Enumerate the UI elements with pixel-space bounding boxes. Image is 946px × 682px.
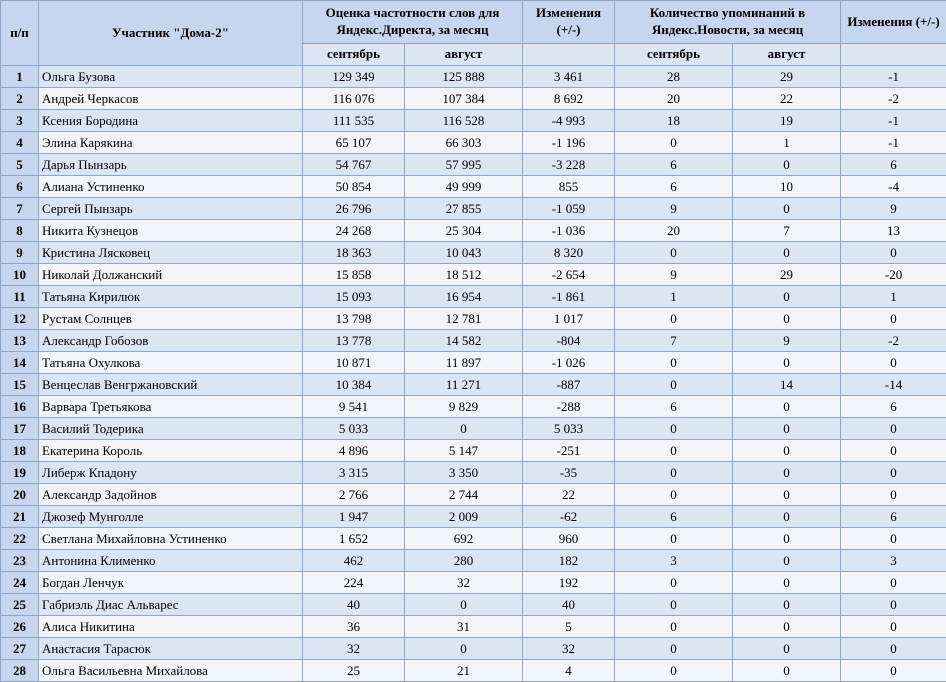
row-index: 22 bbox=[1, 528, 39, 550]
news-september: 3 bbox=[615, 550, 733, 572]
direct-august: 280 bbox=[405, 550, 523, 572]
row-index: 27 bbox=[1, 638, 39, 660]
header-idx: п/п bbox=[1, 1, 39, 66]
header-direct-freq: Оценка частотности слов для Яндекс.Директа, за месяц bbox=[303, 1, 523, 44]
participant-name: Татьяна Кирилюк bbox=[39, 286, 303, 308]
direct-change: 5 bbox=[523, 616, 615, 638]
direct-change: -1 059 bbox=[523, 198, 615, 220]
direct-september: 13 798 bbox=[303, 308, 405, 330]
table-row bbox=[1, 528, 946, 550]
news-september: 7 bbox=[615, 330, 733, 352]
direct-september: 40 bbox=[303, 594, 405, 616]
direct-august: 66 303 bbox=[405, 132, 523, 154]
direct-august: 32 bbox=[405, 572, 523, 594]
news-change: 0 bbox=[841, 616, 946, 638]
news-august: 0 bbox=[733, 352, 841, 374]
header-change-direct-blank bbox=[523, 44, 615, 66]
news-august: 0 bbox=[733, 550, 841, 572]
table-header bbox=[1, 1, 946, 66]
news-september: 20 bbox=[615, 88, 733, 110]
table-row bbox=[1, 462, 946, 484]
direct-change: -35 bbox=[523, 462, 615, 484]
table-row bbox=[1, 660, 946, 682]
table-row bbox=[1, 176, 946, 198]
news-august: 0 bbox=[733, 462, 841, 484]
row-index: 14 bbox=[1, 352, 39, 374]
news-september: 0 bbox=[615, 484, 733, 506]
row-index: 23 bbox=[1, 550, 39, 572]
direct-change: 5 033 bbox=[523, 418, 615, 440]
table-row bbox=[1, 638, 946, 660]
news-change: 0 bbox=[841, 418, 946, 440]
table-body bbox=[1, 66, 946, 682]
direct-september: 462 bbox=[303, 550, 405, 572]
table-row bbox=[1, 374, 946, 396]
participant-name: Александр Задойнов bbox=[39, 484, 303, 506]
direct-august: 14 582 bbox=[405, 330, 523, 352]
news-change: -4 bbox=[841, 176, 946, 198]
direct-september: 2 766 bbox=[303, 484, 405, 506]
header-direct-august: август bbox=[405, 44, 523, 66]
participant-name: Рустам Солнцев bbox=[39, 308, 303, 330]
news-september: 0 bbox=[615, 462, 733, 484]
news-change: 0 bbox=[841, 440, 946, 462]
direct-august: 692 bbox=[405, 528, 523, 550]
participant-name: Богдан Ленчук bbox=[39, 572, 303, 594]
table-row bbox=[1, 572, 946, 594]
news-august: 0 bbox=[733, 616, 841, 638]
direct-change: 32 bbox=[523, 638, 615, 660]
news-change: 0 bbox=[841, 572, 946, 594]
news-change: 9 bbox=[841, 198, 946, 220]
direct-august: 116 528 bbox=[405, 110, 523, 132]
direct-september: 10 384 bbox=[303, 374, 405, 396]
header-news-august: август bbox=[733, 44, 841, 66]
participant-name: Александр Гобозов bbox=[39, 330, 303, 352]
direct-change: -1 026 bbox=[523, 352, 615, 374]
row-index: 7 bbox=[1, 198, 39, 220]
direct-august: 16 954 bbox=[405, 286, 523, 308]
direct-september: 50 854 bbox=[303, 176, 405, 198]
news-change: 13 bbox=[841, 220, 946, 242]
header-change-news-blank bbox=[841, 44, 946, 66]
participant-name: Ольга Васильевна Михайлова bbox=[39, 660, 303, 682]
direct-change: 4 bbox=[523, 660, 615, 682]
participant-name: Василий Тодерика bbox=[39, 418, 303, 440]
news-august: 0 bbox=[733, 308, 841, 330]
table-row bbox=[1, 154, 946, 176]
direct-september: 111 535 bbox=[303, 110, 405, 132]
direct-change: 8 692 bbox=[523, 88, 615, 110]
news-change: 0 bbox=[841, 528, 946, 550]
direct-august: 31 bbox=[405, 616, 523, 638]
news-change: 0 bbox=[841, 660, 946, 682]
direct-september: 15 858 bbox=[303, 264, 405, 286]
news-september: 0 bbox=[615, 638, 733, 660]
participant-name: Анастасия Тарасюк bbox=[39, 638, 303, 660]
participant-name: Алиса Никитина bbox=[39, 616, 303, 638]
news-change: 0 bbox=[841, 462, 946, 484]
news-august: 0 bbox=[733, 154, 841, 176]
news-change: 1 bbox=[841, 286, 946, 308]
news-august: 14 bbox=[733, 374, 841, 396]
news-september: 20 bbox=[615, 220, 733, 242]
table-row bbox=[1, 110, 946, 132]
participant-name: Габриэль Диас Альварес bbox=[39, 594, 303, 616]
direct-september: 10 871 bbox=[303, 352, 405, 374]
table-row bbox=[1, 506, 946, 528]
participant-name: Джозеф Мунголле bbox=[39, 506, 303, 528]
news-change: -20 bbox=[841, 264, 946, 286]
participant-name: Светлана Михайловна Устиненко bbox=[39, 528, 303, 550]
table-row bbox=[1, 484, 946, 506]
participant-name: Антонина Клименко bbox=[39, 550, 303, 572]
direct-september: 3 315 bbox=[303, 462, 405, 484]
news-change: 0 bbox=[841, 594, 946, 616]
news-august: 0 bbox=[733, 396, 841, 418]
row-index: 15 bbox=[1, 374, 39, 396]
news-august: 29 bbox=[733, 66, 841, 88]
news-august: 0 bbox=[733, 286, 841, 308]
row-index: 19 bbox=[1, 462, 39, 484]
row-index: 26 bbox=[1, 616, 39, 638]
direct-august: 21 bbox=[405, 660, 523, 682]
row-index: 21 bbox=[1, 506, 39, 528]
news-september: 6 bbox=[615, 396, 733, 418]
direct-august: 125 888 bbox=[405, 66, 523, 88]
table-row bbox=[1, 242, 946, 264]
participant-name: Варвара Третьякова bbox=[39, 396, 303, 418]
direct-september: 36 bbox=[303, 616, 405, 638]
direct-change: 8 320 bbox=[523, 242, 615, 264]
news-change: -2 bbox=[841, 330, 946, 352]
row-index: 17 bbox=[1, 418, 39, 440]
news-september: 0 bbox=[615, 572, 733, 594]
participant-name: Алиана Устиненко bbox=[39, 176, 303, 198]
news-change: 3 bbox=[841, 550, 946, 572]
news-change: 6 bbox=[841, 154, 946, 176]
direct-change: -3 228 bbox=[523, 154, 615, 176]
direct-september: 224 bbox=[303, 572, 405, 594]
direct-august: 107 384 bbox=[405, 88, 523, 110]
table-row bbox=[1, 594, 946, 616]
row-index: 28 bbox=[1, 660, 39, 682]
row-index: 12 bbox=[1, 308, 39, 330]
news-change: 0 bbox=[841, 242, 946, 264]
table-row bbox=[1, 220, 946, 242]
table-row bbox=[1, 330, 946, 352]
news-september: 0 bbox=[615, 440, 733, 462]
direct-change: 192 bbox=[523, 572, 615, 594]
header-news-september: сентябрь bbox=[615, 44, 733, 66]
direct-august: 2 744 bbox=[405, 484, 523, 506]
participant-name: Сергей Пынзарь bbox=[39, 198, 303, 220]
table-row bbox=[1, 198, 946, 220]
news-september: 0 bbox=[615, 374, 733, 396]
news-august: 1 bbox=[733, 132, 841, 154]
news-august: 0 bbox=[733, 506, 841, 528]
news-august: 0 bbox=[733, 242, 841, 264]
news-august: 0 bbox=[733, 418, 841, 440]
news-change: 0 bbox=[841, 352, 946, 374]
news-august: 0 bbox=[733, 198, 841, 220]
news-august: 9 bbox=[733, 330, 841, 352]
news-september: 9 bbox=[615, 264, 733, 286]
direct-change: 40 bbox=[523, 594, 615, 616]
row-index: 20 bbox=[1, 484, 39, 506]
news-change: -1 bbox=[841, 132, 946, 154]
row-index: 24 bbox=[1, 572, 39, 594]
direct-change: 22 bbox=[523, 484, 615, 506]
news-august: 0 bbox=[733, 594, 841, 616]
news-change: -1 bbox=[841, 110, 946, 132]
news-august: 0 bbox=[733, 660, 841, 682]
table-row bbox=[1, 88, 946, 110]
header-change-direct: Изменения (+/-) bbox=[523, 1, 615, 44]
direct-august: 25 304 bbox=[405, 220, 523, 242]
direct-change: 855 bbox=[523, 176, 615, 198]
news-august: 10 bbox=[733, 176, 841, 198]
direct-september: 4 896 bbox=[303, 440, 405, 462]
news-change: 0 bbox=[841, 484, 946, 506]
row-index: 2 bbox=[1, 88, 39, 110]
news-september: 18 bbox=[615, 110, 733, 132]
direct-change: -288 bbox=[523, 396, 615, 418]
direct-august: 12 781 bbox=[405, 308, 523, 330]
news-september: 1 bbox=[615, 286, 733, 308]
direct-august: 11 897 bbox=[405, 352, 523, 374]
direct-august: 57 995 bbox=[405, 154, 523, 176]
participant-name: Андрей Черкасов bbox=[39, 88, 303, 110]
news-september: 6 bbox=[615, 506, 733, 528]
direct-change: 960 bbox=[523, 528, 615, 550]
news-august: 0 bbox=[733, 638, 841, 660]
table-row bbox=[1, 352, 946, 374]
row-index: 6 bbox=[1, 176, 39, 198]
table-row bbox=[1, 66, 946, 88]
participant-name: Никита Кузнецов bbox=[39, 220, 303, 242]
direct-august: 3 350 bbox=[405, 462, 523, 484]
news-september: 6 bbox=[615, 154, 733, 176]
row-index: 8 bbox=[1, 220, 39, 242]
direct-august: 11 271 bbox=[405, 374, 523, 396]
news-september: 0 bbox=[615, 352, 733, 374]
direct-change: -887 bbox=[523, 374, 615, 396]
direct-change: -1 861 bbox=[523, 286, 615, 308]
header-news-mentions: Количество упоминаний в Яндекс.Новости, за месяц bbox=[615, 1, 841, 44]
news-change: -14 bbox=[841, 374, 946, 396]
direct-change: -4 993 bbox=[523, 110, 615, 132]
direct-september: 15 093 bbox=[303, 286, 405, 308]
direct-august: 5 147 bbox=[405, 440, 523, 462]
direct-change: 3 461 bbox=[523, 66, 615, 88]
participant-name: Ольга Бузова bbox=[39, 66, 303, 88]
row-index: 18 bbox=[1, 440, 39, 462]
header-change-news: Изменения (+/-) bbox=[841, 1, 946, 44]
direct-change: 1 017 bbox=[523, 308, 615, 330]
direct-august: 2 009 bbox=[405, 506, 523, 528]
news-september: 0 bbox=[615, 660, 733, 682]
direct-september: 116 076 bbox=[303, 88, 405, 110]
direct-september: 129 349 bbox=[303, 66, 405, 88]
direct-september: 32 bbox=[303, 638, 405, 660]
news-change: -1 bbox=[841, 66, 946, 88]
participant-name: Дарья Пынзарь bbox=[39, 154, 303, 176]
direct-august: 0 bbox=[405, 418, 523, 440]
header-direct-september: сентябрь bbox=[303, 44, 405, 66]
direct-september: 26 796 bbox=[303, 198, 405, 220]
row-index: 25 bbox=[1, 594, 39, 616]
news-september: 0 bbox=[615, 308, 733, 330]
news-change: 0 bbox=[841, 308, 946, 330]
news-september: 6 bbox=[615, 176, 733, 198]
direct-change: -804 bbox=[523, 330, 615, 352]
table-row bbox=[1, 308, 946, 330]
direct-september: 24 268 bbox=[303, 220, 405, 242]
table-row bbox=[1, 396, 946, 418]
direct-change: -62 bbox=[523, 506, 615, 528]
direct-change: 182 bbox=[523, 550, 615, 572]
direct-september: 1 947 bbox=[303, 506, 405, 528]
direct-august: 0 bbox=[405, 594, 523, 616]
news-september: 0 bbox=[615, 616, 733, 638]
direct-september: 65 107 bbox=[303, 132, 405, 154]
news-change: -2 bbox=[841, 88, 946, 110]
direct-august: 18 512 bbox=[405, 264, 523, 286]
row-index: 9 bbox=[1, 242, 39, 264]
direct-august: 9 829 bbox=[405, 396, 523, 418]
row-index: 16 bbox=[1, 396, 39, 418]
news-august: 19 bbox=[733, 110, 841, 132]
direct-august: 27 855 bbox=[405, 198, 523, 220]
row-index: 3 bbox=[1, 110, 39, 132]
participant-name: Татьяна Охулкова bbox=[39, 352, 303, 374]
news-change: 6 bbox=[841, 396, 946, 418]
news-september: 0 bbox=[615, 418, 733, 440]
row-index: 13 bbox=[1, 330, 39, 352]
direct-august: 0 bbox=[405, 638, 523, 660]
news-change: 6 bbox=[841, 506, 946, 528]
news-september: 28 bbox=[615, 66, 733, 88]
direct-change: -1 196 bbox=[523, 132, 615, 154]
participant-name: Венцеслав Венгржановский bbox=[39, 374, 303, 396]
participant-name: Элина Карякина bbox=[39, 132, 303, 154]
news-september: 0 bbox=[615, 132, 733, 154]
table-row bbox=[1, 616, 946, 638]
direct-september: 25 bbox=[303, 660, 405, 682]
table-row bbox=[1, 286, 946, 308]
participant-name: Екатерина Король bbox=[39, 440, 303, 462]
row-index: 10 bbox=[1, 264, 39, 286]
direct-september: 9 541 bbox=[303, 396, 405, 418]
news-august: 0 bbox=[733, 484, 841, 506]
header-name: Участник "Дома-2" bbox=[39, 1, 303, 66]
news-august: 7 bbox=[733, 220, 841, 242]
participant-name: Либерж Кпадону bbox=[39, 462, 303, 484]
direct-change: -1 036 bbox=[523, 220, 615, 242]
direct-september: 18 363 bbox=[303, 242, 405, 264]
direct-september: 13 778 bbox=[303, 330, 405, 352]
news-august: 0 bbox=[733, 572, 841, 594]
table-row bbox=[1, 550, 946, 572]
direct-september: 54 767 bbox=[303, 154, 405, 176]
table-row bbox=[1, 132, 946, 154]
participant-name: Кристина Лясковец bbox=[39, 242, 303, 264]
row-index: 4 bbox=[1, 132, 39, 154]
news-september: 0 bbox=[615, 242, 733, 264]
participant-name: Ксения Бородина bbox=[39, 110, 303, 132]
news-august: 22 bbox=[733, 88, 841, 110]
table-row bbox=[1, 440, 946, 462]
row-index: 5 bbox=[1, 154, 39, 176]
direct-september: 1 652 bbox=[303, 528, 405, 550]
row-index: 11 bbox=[1, 286, 39, 308]
table-row bbox=[1, 264, 946, 286]
news-september: 0 bbox=[615, 528, 733, 550]
table-row bbox=[1, 418, 946, 440]
news-august: 0 bbox=[733, 440, 841, 462]
direct-august: 49 999 bbox=[405, 176, 523, 198]
news-september: 9 bbox=[615, 198, 733, 220]
news-september: 0 bbox=[615, 594, 733, 616]
news-august: 29 bbox=[733, 264, 841, 286]
news-august: 0 bbox=[733, 528, 841, 550]
direct-august: 10 043 bbox=[405, 242, 523, 264]
direct-change: -2 654 bbox=[523, 264, 615, 286]
direct-change: -251 bbox=[523, 440, 615, 462]
participant-name: Николай Должанский bbox=[39, 264, 303, 286]
row-index: 1 bbox=[1, 66, 39, 88]
direct-september: 5 033 bbox=[303, 418, 405, 440]
news-change: 0 bbox=[841, 638, 946, 660]
